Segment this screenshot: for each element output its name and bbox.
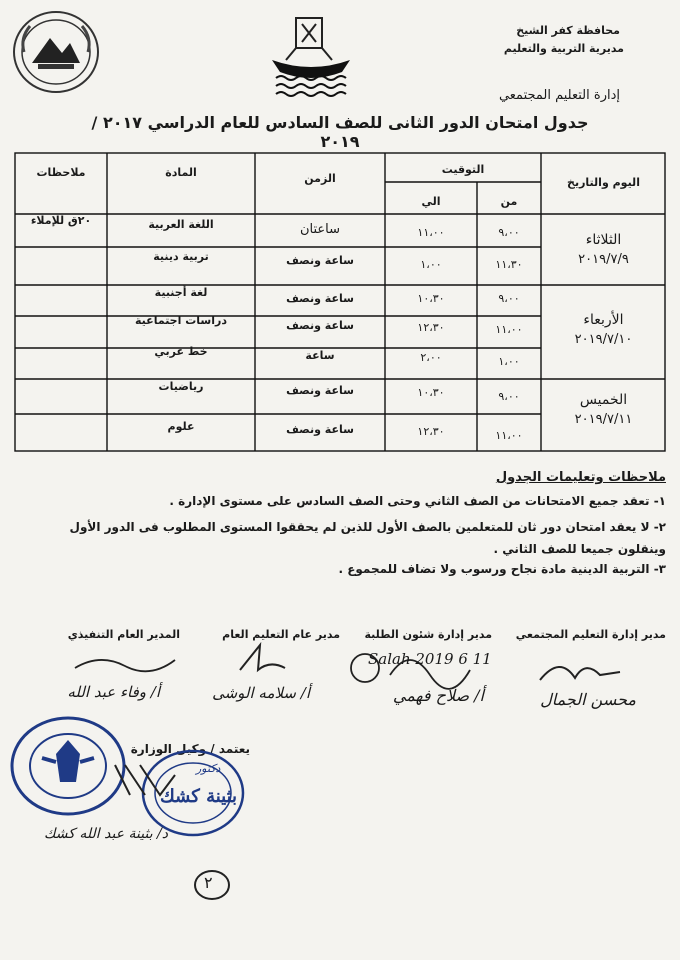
row-from: ١١،٠٠ <box>495 429 523 442</box>
signature-title: مدير عام التعليم العام <box>222 628 340 641</box>
approval-label: يعتمد / وكيل الوزارة <box>130 742 250 756</box>
header-day-date: اليوم والتاريخ <box>567 176 640 189</box>
row-subject: لغة أجنبية <box>154 286 208 299</box>
note-item: ٢- لا يعقد امتحان دور ثان للمتعلمين بالصف الأول للذين لم يحققوا المستوى المطلوب فى الدور الأول وينقلون جميعا للصف الثاني . <box>69 520 666 556</box>
row-subject: رياضيات <box>158 380 204 393</box>
row-subject: اللغة العربية <box>148 218 214 231</box>
row-duration: ساعة ونصف <box>286 292 354 305</box>
page-title: جدول امتحان الدور الثانى للصف السادس للعام الدراسي ٢٠١٧ /٢٠١٩ <box>91 113 589 151</box>
row-to: ١٢،٣٠ <box>417 321 445 334</box>
row-duration: ساعة ونصف <box>286 423 354 436</box>
department-label: إدارة التعليم المجتمعي <box>498 88 620 103</box>
row-duration: ساعة ونصف <box>286 384 354 397</box>
signature-title: مدير إدارة التعليم المجتمعي <box>515 628 666 641</box>
row-subject: علوم <box>167 420 195 433</box>
signature-scribble <box>530 650 630 690</box>
signature-scribble <box>110 755 180 805</box>
note-item: ١- تعقد جميع الامتحانات من الصف الثاني وحتى الصف السادس على مستوى الإدارة . <box>169 494 666 508</box>
row-from: ٩،٠٠ <box>498 390 520 403</box>
day-name: الثلاثاء <box>585 232 622 248</box>
signature-scribble <box>70 648 180 678</box>
header-notes: ملاحظات <box>36 166 86 179</box>
row-to: ١٠،٣٠ <box>417 292 445 305</box>
signature-scribble <box>230 640 290 680</box>
directorate-label: مديرية التربية والتعليم <box>503 42 624 55</box>
row-to: ١١،٠٠ <box>417 226 445 239</box>
row-subject: خط عربي <box>154 345 208 358</box>
row-from: ١١،٠٠ <box>495 323 523 336</box>
row-duration: ساعتان <box>299 222 341 237</box>
notes-heading: ملاحظات وتعليمات الجدول <box>495 470 666 485</box>
approval-doctor: دكتور <box>196 762 221 775</box>
ministry-seal-logo <box>10 8 102 96</box>
row-to: ١٢،٣٠ <box>417 425 445 438</box>
row-from: ٩،٠٠ <box>498 226 520 239</box>
signature-note: Salah 2019 6 11 <box>368 650 492 668</box>
row-duration: ساعة <box>305 349 335 362</box>
header-timing: التوقيت <box>441 163 485 176</box>
row-subject: دراسات اجتماعية <box>135 314 227 327</box>
signature-name: أ/ سلامه الوشى <box>212 684 310 702</box>
signature-name: أ/ وفاء عبد الله <box>67 683 160 701</box>
note-item: ٣- التربية الدينية مادة نجاح ورسوب ولا تضاف للمجموع . <box>338 562 666 576</box>
row-subject: تربية دينية <box>153 250 209 263</box>
signature-name: محسن الجمال <box>540 690 636 709</box>
emblem-icon <box>266 14 356 100</box>
row-notes: ٢٠ق للإملاء <box>30 214 92 227</box>
row-duration: ساعة ونصف <box>286 319 354 332</box>
row-from: ٩،٠٠ <box>498 292 520 305</box>
approval-stamp-name: بثينة كشك <box>160 786 238 807</box>
day-date: ٢٠١٩/٧/١١ <box>574 412 633 427</box>
page-number: ٢ <box>204 873 213 892</box>
day-date: ٢٠١٩/٧/٩ <box>578 252 629 267</box>
row-to: ٢،٠٠ <box>420 351 442 364</box>
row-from: ١،٠٠ <box>498 355 520 368</box>
row-to: ١،٠٠ <box>420 258 442 271</box>
row-duration: ساعة ونصف <box>286 254 354 267</box>
day-name: الأربعاء <box>583 312 624 328</box>
header-to: الي <box>421 195 441 208</box>
header-subject: المادة <box>165 166 197 179</box>
row-to: ١٠،٣٠ <box>417 386 445 399</box>
header-duration: الزمن <box>304 172 336 185</box>
day-name: الخميس <box>579 392 628 408</box>
day-date: ٢٠١٩/٧/١٠ <box>574 332 633 347</box>
governorate-label: محافظة كفر الشيخ <box>516 24 620 37</box>
header-from: من <box>500 195 518 208</box>
approval-name: د/ بثينة عبد الله كشك <box>43 826 168 842</box>
signature-name: أ/ صلاح فهمي <box>392 686 484 705</box>
row-from: ١١،٣٠ <box>495 258 523 271</box>
signature-title: مدير إدارة شئون الطلبة <box>364 628 492 641</box>
signature-title: المدير العام التنفيذي <box>67 628 180 641</box>
